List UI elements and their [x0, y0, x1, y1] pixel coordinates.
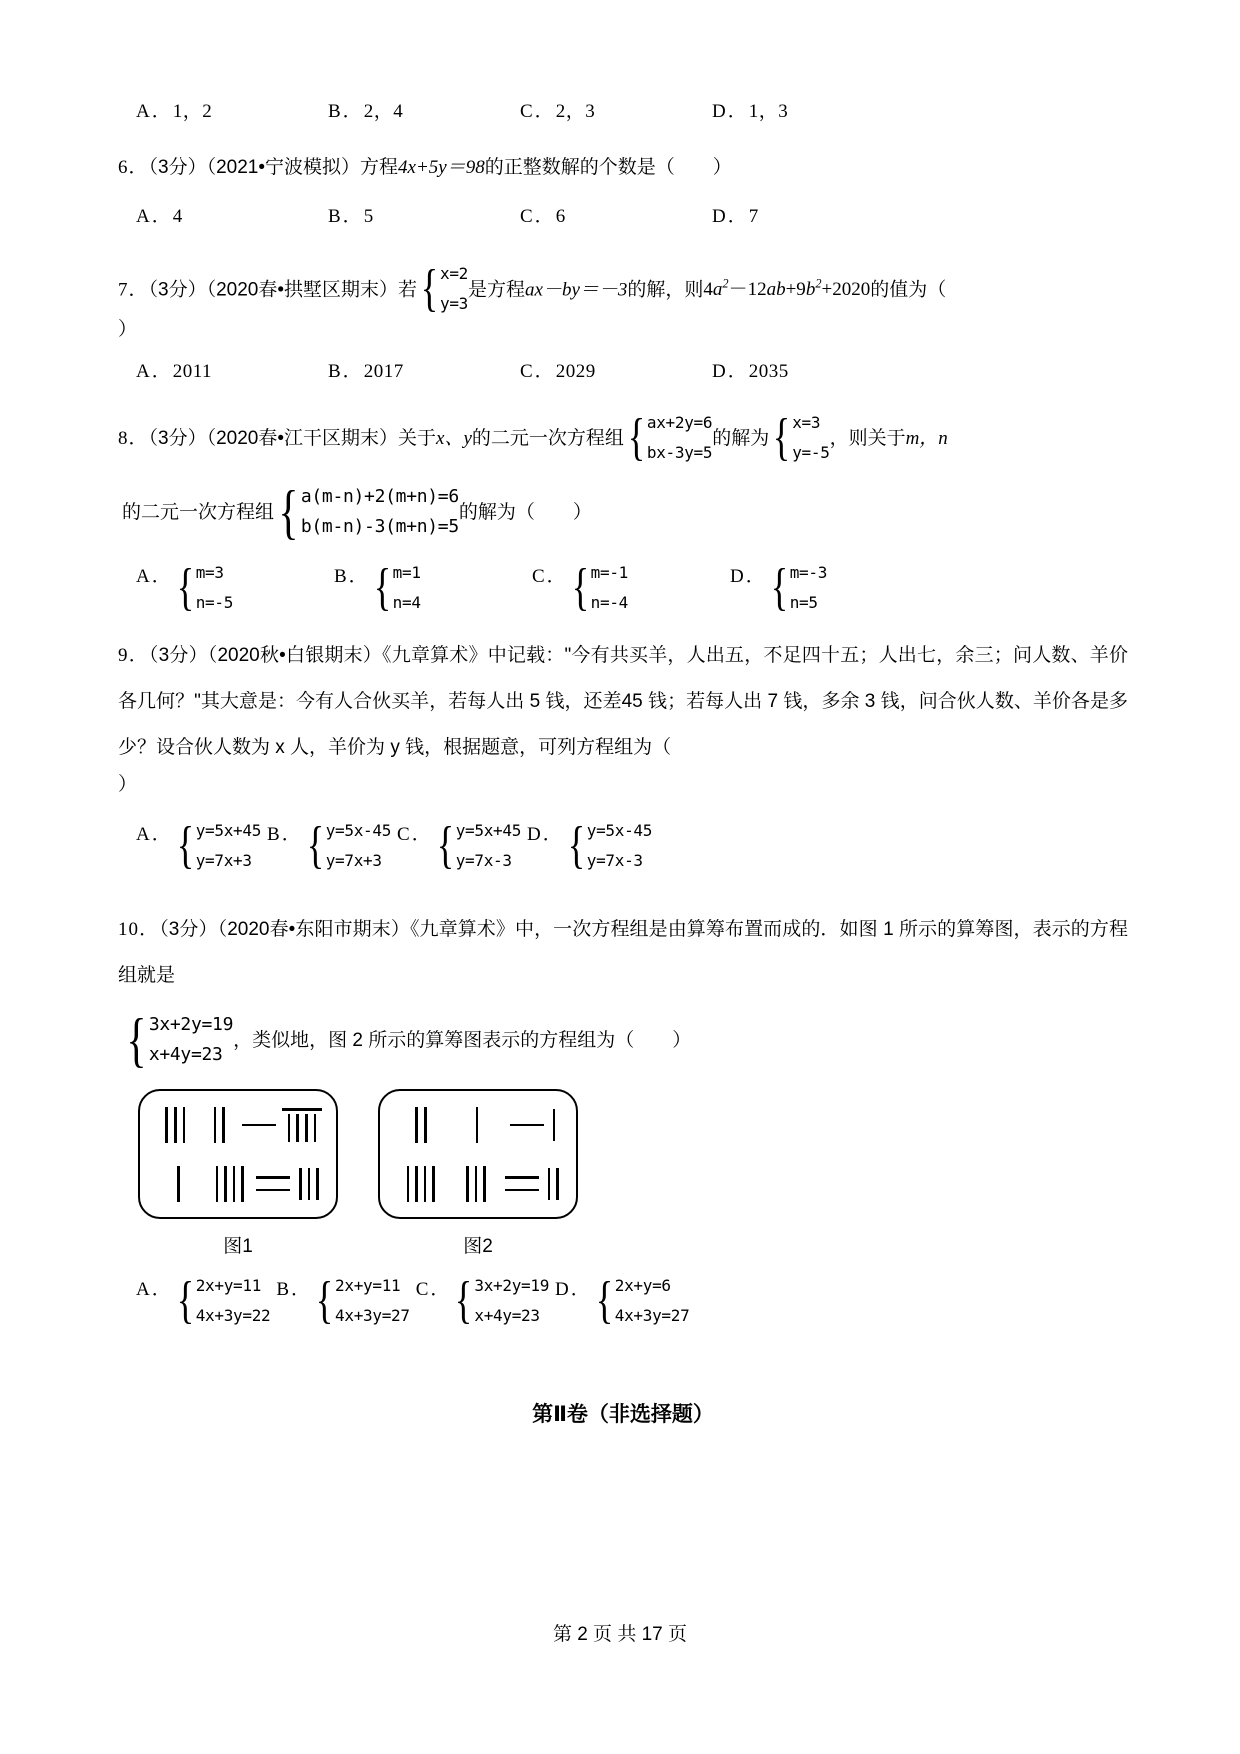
- q7-system: { x=2 y=3: [420, 260, 468, 318]
- rod-bars-2: [211, 1107, 228, 1143]
- q6-source: （2021•宁波模拟）: [206, 157, 361, 178]
- q9-option-c-label: C．: [397, 824, 433, 846]
- question-6: [118, 145, 1128, 191]
- rod-number-23: [256, 1168, 322, 1200]
- counting-rod-figure-2: [378, 1089, 578, 1219]
- q10-options-row: [118, 1272, 1128, 1332]
- q9-text-tail: ）: [118, 774, 138, 796]
- rod-value: [242, 1099, 322, 1151]
- rod-tens-1: [510, 1119, 544, 1132]
- q6-option-a-text: 4: [172, 206, 183, 227]
- rod-units-9: [282, 1108, 322, 1142]
- option-a[interactable]: [136, 96, 328, 123]
- q9-option-a-row2: y=7x+3: [195, 851, 252, 871]
- q7-expression: $4a^2-12ab+9b^2+2020$: [703, 277, 871, 301]
- q8-option-d-row2: n=5: [789, 593, 818, 613]
- q8-option-d-label: D．: [730, 566, 767, 588]
- rod-bars-3: [463, 1166, 489, 1202]
- q10-option-b[interactable]: [276, 1272, 409, 1332]
- q7-option-b[interactable]: [328, 356, 520, 383]
- q6-option-d[interactable]: [712, 201, 904, 228]
- q8-body-3: ，则关于: [829, 428, 906, 450]
- option-a-text: 1，2: [172, 101, 213, 122]
- rod-units-1: [550, 1109, 559, 1141]
- q10-option-c-label: C．: [415, 1279, 452, 1301]
- rod-coef1: [154, 1099, 196, 1151]
- q8-body-pre: 关于: [398, 428, 437, 450]
- rod-bars-1: [473, 1107, 482, 1143]
- q6-option-c-text: 6: [555, 206, 566, 227]
- option-c-text: 2，3: [555, 101, 596, 122]
- q6-equation: 4x+5y＝98: [398, 157, 485, 178]
- q6-body-post: 的正整数解的个数是（ ）: [484, 157, 732, 178]
- figure-1-caption: 图1: [223, 1236, 253, 1258]
- q8-option-a-row2: n=-5: [195, 593, 234, 613]
- q8-continuation: [118, 479, 1128, 546]
- q9-option-d-label: D．: [527, 824, 564, 846]
- q7-equation: ax－by＝－3: [525, 279, 628, 301]
- q10-option-a-label: A．: [136, 1279, 173, 1301]
- option-d-text: 1，3: [748, 101, 789, 122]
- q8-option-b-label: B．: [334, 566, 370, 588]
- q10-option-b-system: { 2x+y=11 4x+3y=27: [315, 1272, 410, 1330]
- q6-score: （3分）: [148, 157, 207, 178]
- rod-row-2: [140, 1158, 336, 1210]
- q9-number: 9．: [118, 645, 149, 667]
- q9-option-a-system: { y=5x+45 y=7x+3: [176, 817, 262, 875]
- q9-option-d-system: { y=5x-45 y=7x-3: [567, 817, 653, 875]
- q8-body-1: 的二元一次方程组: [471, 428, 624, 450]
- q7-option-c-text: 2029: [555, 361, 596, 383]
- q10-option-c-row2: x+4y=23: [474, 1306, 540, 1326]
- figure-1-wrapper: [138, 1089, 338, 1258]
- q8-system2-row2: y=-5: [792, 443, 830, 463]
- q9-text: 《九章算术》中记载："今有共买羊，人出五，不足四十五；人出七，余三；问人数、羊价各几何？"其大意是：今有人合伙买羊，若每人出 5 钱，还差45 钱；若每人出 7 钱，多余 3 钱，问合伙人数、羊价各是多少？设合伙人数为 x 人，羊价为 y 钱，根据题意，可列方程组为（: [118, 645, 1128, 759]
- q8-system3-row2: b(m-n)-3(m+n)=5: [300, 516, 459, 538]
- q10-continuation: [118, 1007, 1128, 1074]
- q10-option-a-system: { 2x+y=11 4x+3y=22: [176, 1272, 271, 1330]
- q10-number: 10．: [118, 919, 160, 941]
- q7-option-d-text: 2035: [748, 361, 789, 383]
- q8-body-4: 的二元一次方程组: [122, 502, 275, 524]
- q9-source: （2020秋•白银期末）: [207, 645, 382, 667]
- q7-option-a[interactable]: [136, 356, 328, 383]
- rod-value: [256, 1158, 322, 1210]
- figure-2-caption: 图2: [463, 1236, 493, 1258]
- page-footer: 第 2 页 共 17 页: [552, 1624, 688, 1645]
- option-b-text: 2，4: [363, 101, 404, 122]
- q6-option-b[interactable]: [328, 201, 520, 228]
- figure-2-wrapper: [378, 1089, 578, 1258]
- q8-option-c-label: C．: [532, 566, 568, 588]
- q10-option-d-label: D．: [555, 1279, 592, 1301]
- q8-source: （2020春•江干区期末）: [206, 428, 399, 450]
- q10-option-a-row2: 4x+3y=22: [195, 1306, 271, 1326]
- q10-option-b-label: B．: [276, 1279, 313, 1301]
- q6-option-c-label: C．: [520, 206, 556, 227]
- q8-option-b-row1: m=1: [392, 563, 421, 583]
- q6-option-b-text: 5: [363, 206, 374, 227]
- rod-coef2: [448, 1099, 506, 1151]
- q7-option-d[interactable]: [712, 356, 904, 383]
- q8-system1-row2: bx-3y=5: [646, 443, 713, 463]
- option-d[interactable]: [712, 96, 904, 123]
- q10-option-c-system: { 3x+2y=19 x+4y=23: [455, 1272, 550, 1330]
- q8-option-b[interactable]: [334, 559, 526, 619]
- rod-coef1: [154, 1158, 203, 1210]
- q8-option-c-system: { m=-1 n=-4: [571, 559, 628, 617]
- q9-option-b-row1: y=5x-45: [325, 821, 392, 841]
- q8-option-a-system: { m=3 n=-5: [176, 559, 234, 617]
- rod-row-1: [140, 1099, 336, 1151]
- q7-body-mid: 是方程: [468, 279, 526, 301]
- rod-units-2: [545, 1168, 562, 1200]
- rod-coef1: [394, 1158, 447, 1210]
- q7-option-c-label: C．: [520, 361, 556, 383]
- q7-system-row2: y=3: [440, 294, 468, 314]
- q8-option-c[interactable]: [532, 559, 724, 619]
- q10-system-row1: 3x+2y=19: [148, 1014, 234, 1036]
- q8-system3-row1: a(m-n)+2(m+n)=6: [300, 486, 459, 508]
- rod-row-1: [380, 1099, 576, 1151]
- q6-option-b-label: B．: [328, 206, 364, 227]
- q10-option-c-row1: 3x+2y=19: [474, 1276, 550, 1296]
- option-b-label: B．: [328, 101, 364, 122]
- q10-option-a[interactable]: [136, 1272, 270, 1332]
- q8-number: 8．: [118, 428, 149, 450]
- q8-vars2: m，n: [905, 428, 948, 450]
- rod-number-11: [510, 1109, 559, 1141]
- rod-tens-2: [505, 1171, 539, 1196]
- q8-body-2: 的解为: [712, 428, 770, 450]
- q7-source: （2020春•拱墅区期末）: [206, 279, 399, 301]
- q9-continuation: [118, 765, 1128, 805]
- q10-option-a-row1: 2x+y=11: [195, 1276, 262, 1296]
- q10-option-b-row2: 4x+3y=27: [335, 1306, 410, 1326]
- q10-system-row2: x+4y=23: [148, 1044, 223, 1066]
- counting-rod-figures: [118, 1089, 1128, 1258]
- rod-row-2: [380, 1158, 576, 1210]
- q7-options-row: [118, 356, 1128, 383]
- q7-number: 7．: [118, 279, 149, 301]
- rod-units-3: [296, 1168, 322, 1200]
- q8-option-d-row1: m=-3: [789, 563, 828, 583]
- rod-coef2: [196, 1099, 242, 1151]
- rod-coef1: [394, 1099, 448, 1151]
- q6-option-c[interactable]: [520, 201, 712, 228]
- q8-system-2: { x=3 y=-5: [772, 409, 830, 467]
- q9-option-d[interactable]: [527, 817, 652, 877]
- rod-tens-1: [242, 1119, 276, 1132]
- q9-score: （3分）: [148, 645, 208, 667]
- q9-option-a[interactable]: [136, 817, 261, 877]
- q8-vars1: x、y: [436, 428, 472, 450]
- q9-option-c[interactable]: [397, 817, 521, 877]
- q8-system-3: { a(m-n)+2(m+n)=6 b(m-n)-3(m+n)=5: [278, 479, 459, 546]
- q10-option-d-system: { 2x+y=6 4x+3y=27: [595, 1272, 690, 1330]
- q8-option-a-row1: m=3: [195, 563, 224, 583]
- q8-option-d[interactable]: [730, 559, 922, 619]
- q8-body-5: 的解为（ ）: [458, 502, 592, 524]
- q10-source: （2020春•东阳市期末）: [217, 919, 410, 941]
- q10-option-d-row2: 4x+3y=27: [614, 1306, 690, 1326]
- q6-body-pre: 方程: [360, 157, 399, 178]
- q9-option-a-label: A．: [136, 824, 173, 846]
- q8-option-c-row1: m=-1: [590, 563, 628, 583]
- q10-score: （3分）: [159, 919, 218, 941]
- q8-option-d-system: { m=-3 n=5: [770, 559, 828, 617]
- q10-option-c[interactable]: [416, 1272, 549, 1332]
- rod-number-19: [242, 1108, 322, 1142]
- q9-option-c-system: { y=5x+45 y=7x-3: [436, 817, 522, 875]
- option-a-label: A．: [136, 101, 173, 122]
- q9-option-d-row1: y=5x-45: [586, 821, 653, 841]
- q8-system1-row1: ax+2y=6: [646, 413, 713, 433]
- q10-text-2: ，类似地，图 2 所示的算筹图表示的方程组为（ ）: [233, 1030, 692, 1052]
- option-b[interactable]: [328, 96, 520, 123]
- q9-option-b[interactable]: [267, 817, 391, 877]
- q5-options-row: [118, 96, 1128, 123]
- rod-bars-3: [162, 1107, 188, 1143]
- rod-number-27: [505, 1168, 562, 1200]
- q7-body-tail: ）: [118, 319, 138, 341]
- q8-score: （3分）: [148, 428, 207, 450]
- q6-option-a[interactable]: [136, 201, 328, 228]
- q7-option-b-text: 2017: [363, 361, 404, 383]
- q10-option-d-row1: 2x+y=6: [614, 1276, 671, 1296]
- rod-tens-2: [256, 1171, 290, 1196]
- q9-option-a-row1: y=5x+45: [195, 821, 262, 841]
- rod-value: [505, 1158, 562, 1210]
- q9-option-c-row1: y=5x+45: [455, 821, 522, 841]
- section-title: 第Ⅱ卷（非选择题）: [532, 1403, 714, 1427]
- q6-option-d-text: 7: [748, 206, 759, 227]
- q8-options-row: [118, 559, 1128, 619]
- question-8: [118, 409, 1128, 469]
- q6-option-d-label: D．: [712, 206, 749, 227]
- q7-option-a-label: A．: [136, 361, 173, 383]
- q7-option-b-label: B．: [328, 361, 364, 383]
- q8-option-a[interactable]: [136, 559, 328, 619]
- q9-option-b-system: { y=5x-45 y=7x+3: [306, 817, 392, 875]
- q9-option-c-row2: y=7x-3: [455, 851, 512, 871]
- rod-coef2: [447, 1158, 504, 1210]
- q7-option-d-label: D．: [712, 361, 749, 383]
- q7-option-c[interactable]: [520, 356, 712, 383]
- option-c-label: C．: [520, 101, 556, 122]
- q8-system2-row1: x=3: [792, 413, 821, 433]
- q7-body-post: 的解，则: [627, 279, 704, 301]
- q7-score: （3分）: [148, 279, 207, 301]
- rod-bars-4: [213, 1166, 247, 1202]
- q7-option-a-text: 2011: [172, 361, 213, 383]
- q9-option-b-row2: y=7x+3: [325, 851, 382, 871]
- q10-option-b-row1: 2x+y=11: [335, 1276, 401, 1296]
- rod-bars-4: [404, 1166, 438, 1202]
- q10-system: { 3x+2y=19 x+4y=23: [126, 1007, 234, 1074]
- q7-body-end: 的值为（: [870, 279, 947, 301]
- rod-value: [506, 1099, 562, 1151]
- q9-option-d-row2: y=7x-3: [586, 851, 643, 871]
- q8-option-c-row2: n=-4: [590, 593, 628, 613]
- q10-option-d[interactable]: [555, 1272, 689, 1332]
- option-c[interactable]: [520, 96, 712, 123]
- q9-options-row: [118, 817, 1128, 877]
- rod-bars-2: [412, 1107, 429, 1143]
- counting-rod-figure-1: [138, 1089, 338, 1219]
- q10-text-1: 《九章算术》中，一次方程组是由算筹布置而成的．如图 1 所示的算筹图，表示的方程组就是: [118, 919, 1128, 987]
- page-content: [118, 96, 1128, 1428]
- q9-option-b-label: B．: [267, 824, 303, 846]
- rod-bars-1: [174, 1166, 183, 1202]
- q8-system-1: { ax+2y=6 bx-3y=5: [627, 409, 713, 467]
- q6-number: 6．: [118, 157, 149, 178]
- question-7: [118, 258, 1128, 320]
- q7-body-pre: 若: [398, 279, 418, 301]
- option-d-label: D．: [712, 101, 749, 122]
- rod-coef2: [203, 1158, 256, 1210]
- question-10: [118, 907, 1128, 999]
- q6-options-row: [118, 201, 1128, 228]
- q8-option-a-label: A．: [136, 566, 173, 588]
- q8-option-b-system: { m=1 n=4: [373, 559, 421, 617]
- q8-option-b-row2: n=4: [392, 593, 421, 613]
- q7-system-row1: x=2: [440, 264, 468, 284]
- question-9: [118, 633, 1128, 771]
- q6-option-a-label: A．: [136, 206, 173, 227]
